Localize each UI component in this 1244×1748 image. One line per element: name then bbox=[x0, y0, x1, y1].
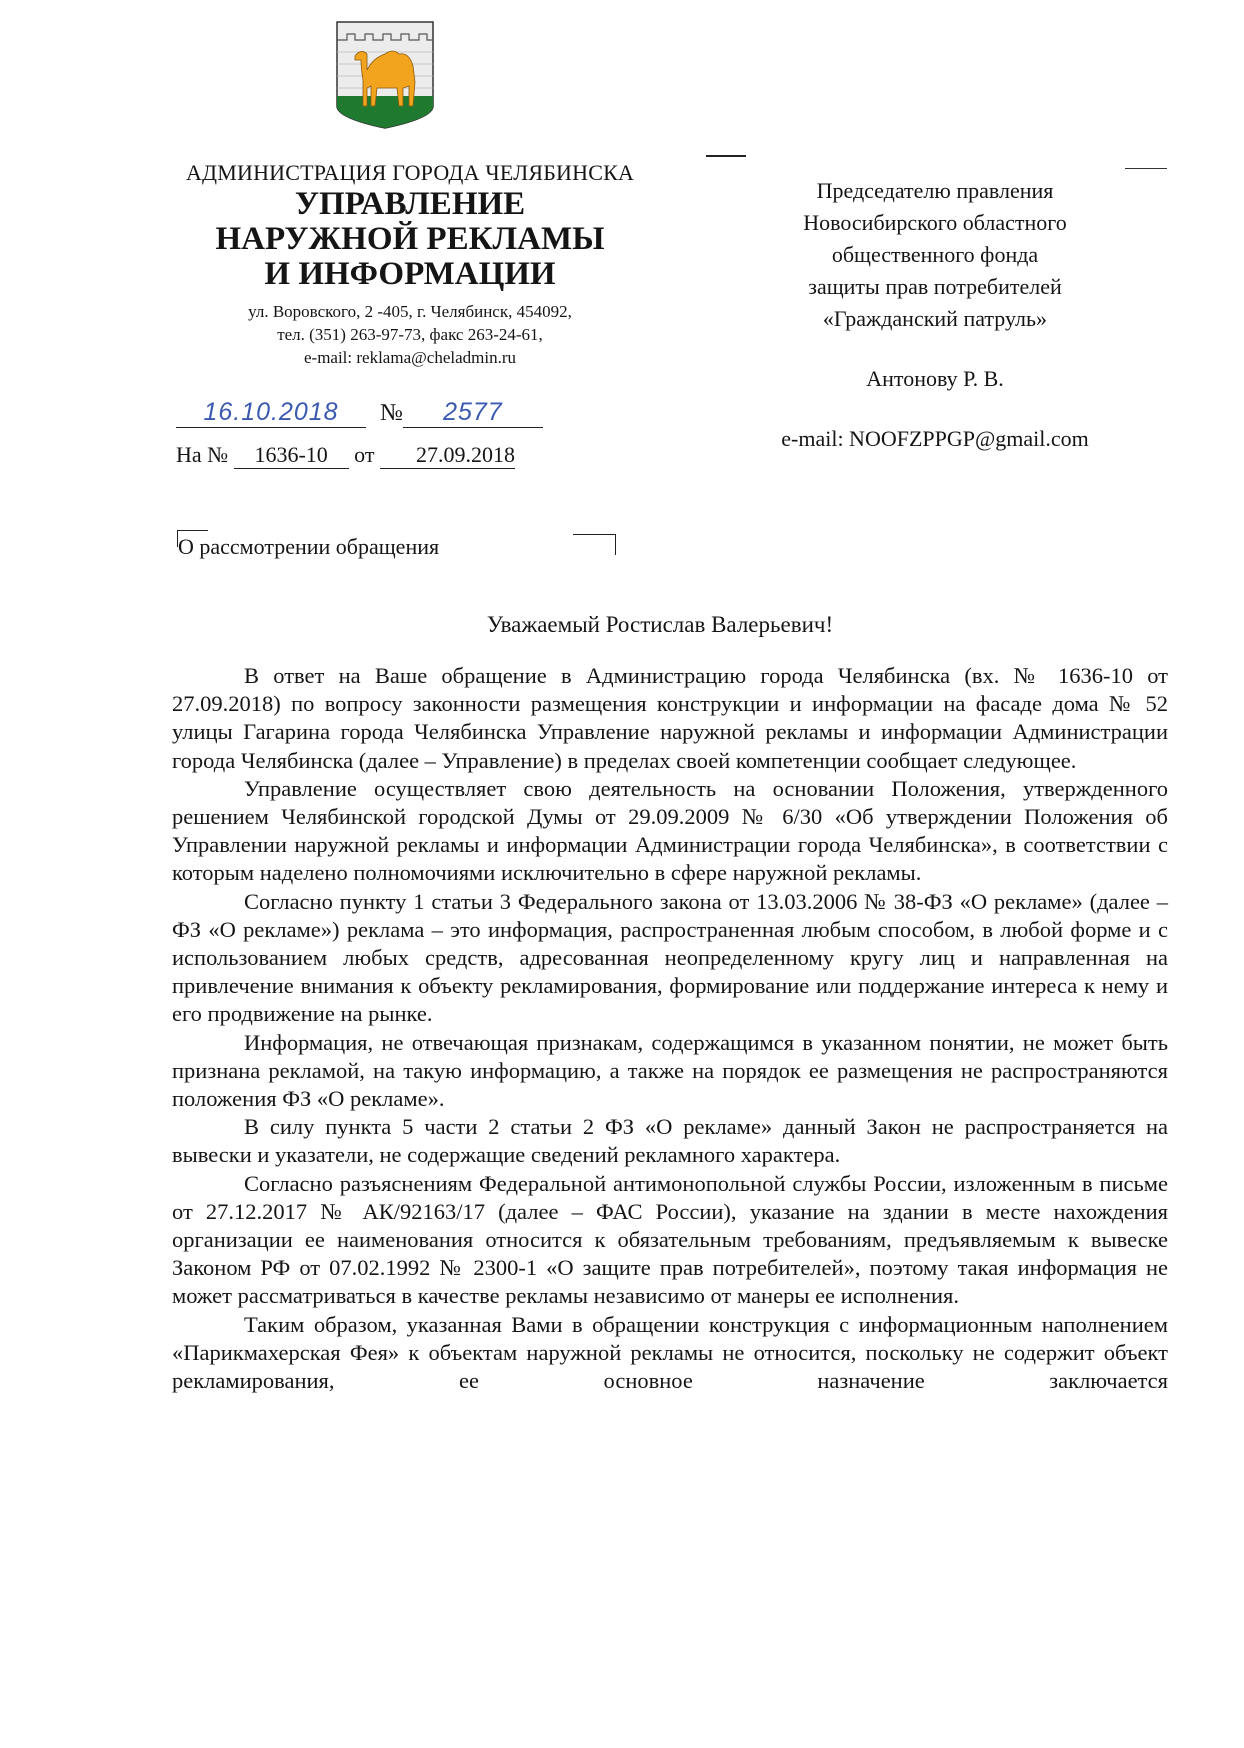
outgoing-registration bbox=[176, 398, 543, 428]
administration-name: АДМИНИСТРАЦИЯ ГОРОДА ЧЕЛЯБИНСКА bbox=[185, 160, 635, 185]
sender-phone: тел. (351) 263-97-73, факс 263-24-61, bbox=[277, 325, 543, 344]
recipient-line: Новосибирского областного bbox=[803, 210, 1067, 235]
recipient-corner-mark bbox=[1125, 168, 1167, 169]
body-paragraph: Информация, не отвечающая признакам, содержащимся в указанном понятии, не может быть признана рекламой, на такую информацию, а также на порядок ее размещения не распространяются положения ФЗ «О рекламе». bbox=[172, 1029, 1168, 1112]
sender-email: e-mail: reklama@cheladmin.ru bbox=[303, 348, 516, 367]
ref-label: На № bbox=[176, 442, 229, 467]
recipient-corner-mark bbox=[706, 155, 746, 157]
ref-from-label: от bbox=[354, 442, 375, 467]
body-paragraph: Согласно пункту 1 статьи 3 Федерального закона от 13.03.2006 № 38-ФЗ «О рекламе» (далее – ФЗ «О рекламе») реклама – это информация, распространенная любым способом, в любой форме и с использованием любых средств, адресованная неопределенному кругу лиц и направленная на привлечение внимания к объекту рекламирования, формирование или поддержание интереса к нему и его продвижение на рынке. bbox=[172, 888, 1168, 1027]
incoming-reference bbox=[176, 442, 515, 469]
department-line: И ИНФОРМАЦИИ bbox=[264, 256, 556, 292]
body-paragraph: В ответ на Ваше обращение в Администрацию города Челябинска (вх. № 1636-10 от 27.09.2018) по вопросу законности размещения конструкции и информации на фасаде дома № 52 улицы Гагарина города Челябинска Управление наружной рекламы и информации Администрации города Челябинска (далее – Управление) в пределах своей компетенции сообщает следующее. bbox=[172, 663, 1168, 773]
greeting: Уважаемый Ростислав Валерьевич! bbox=[486, 612, 834, 637]
recipient-line: общественного фонда bbox=[831, 242, 1039, 267]
city-emblem-icon bbox=[333, 18, 437, 130]
recipient-line: защиты прав потребителей bbox=[808, 274, 1062, 299]
number-label: № bbox=[380, 400, 403, 426]
body-paragraph: В силу пункта 5 части 2 статьи 2 ФЗ «О рекламе» данный Закон не распространяется на вывески и указатели, не содержащие сведений рекламного характера. bbox=[172, 1114, 1168, 1168]
outgoing-date: 16.10.2018 bbox=[176, 398, 366, 428]
ref-date: 27.09.2018 bbox=[380, 442, 515, 469]
recipient-name: Антонову Р. В. bbox=[866, 366, 1004, 391]
recipient-line: Председателю правления bbox=[816, 178, 1054, 203]
recipient-line: «Гражданский патруль» bbox=[822, 306, 1048, 331]
subject-corner-mark bbox=[573, 534, 616, 555]
recipient-email: e-mail: NOOFZPPGP@gmail.com bbox=[781, 426, 1089, 451]
body-paragraph: Согласно разъяснениям Федеральной антимонопольной службы России, изложенным в письме от 27.12.2017 № АК/92163/17 (далее – ФАС России), указание на здании в месте нахождения организации ее наименования относится к обязательным требованиям, предъявляемым к вывеске Законом РФ от 07.02.1992 № 2300-1 «О защите прав потребителей», поэтому такая информация не может рассматриваться в качестве рекламы независимо от манеры ее исполнения. bbox=[172, 1170, 1168, 1309]
recipient-block bbox=[720, 175, 1150, 455]
body-paragraph: Управление осуществляет свою деятельность на основании Положения, утвержденного решением Челябинской городской Думы от 29.09.2009 № 6/30 «Об утверждении Положения об Управлении наружной рекламы и информации Администрации города Челябинска», в соответствии с которым наделено полномочиями исключительно в сфере наружной рекламы. bbox=[172, 775, 1168, 886]
subject-line: О рассмотрении обращения bbox=[178, 534, 440, 559]
body-paragraph: Таким образом, указанная Вами в обращении конструкция с информационным наполнением «Парикмахерская Фея» к объектам наружной рекламы не относится, поскольку не содержит объект рекламирования, ее основное назначение заключается bbox=[172, 1311, 1168, 1394]
department-name bbox=[170, 186, 650, 291]
outgoing-number: 2577 bbox=[403, 398, 543, 428]
sender-address: ул. Воровского, 2 -405, г. Челябинск, 454092, bbox=[248, 302, 572, 321]
ref-number: 1636-10 bbox=[234, 442, 349, 469]
sender-contacts bbox=[170, 300, 650, 369]
letter-body bbox=[172, 662, 1168, 1395]
department-line: НАРУЖНОЙ РЕКЛАМЫ bbox=[215, 221, 605, 257]
department-line: УПРАВЛЕНИЕ bbox=[294, 186, 526, 222]
